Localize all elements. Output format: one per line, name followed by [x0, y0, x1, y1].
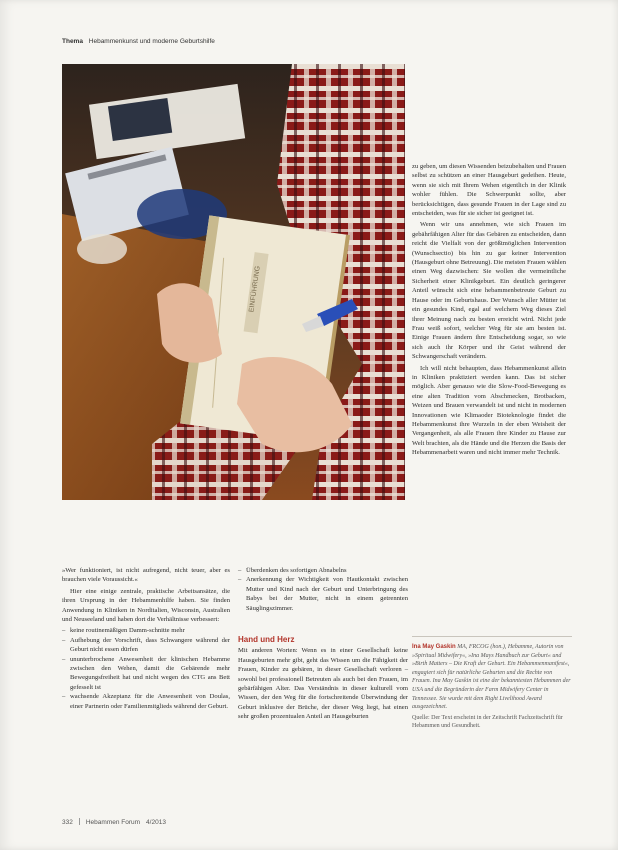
practice-list — [62, 626, 230, 711]
paragraph: Wenn wir uns annehmen, wie sich Frauen im gebährfähigen Alter für das Gebären zu entscheiden, dann reicht die Vielfalt von der größtmöglichen Intervention (Wunschsectio) bis hin zu gar keiner Intervention (Hausgeburt ohne Betreuung). Die meisten Frauen wählen einen Weg dazwischen: Sie wollen die vermeintliche Sicherheit einer Klinikgeburt. Ein deutlich geringerer Anteil wünscht sich eine hebammenbetreute Geburt zu Hause oder im Geburtshaus. Der Wunsch aller Mütter ist ein gesundes Kind, egal auf welchem Weg dieses Ziel ihrer Meinung nach zu besten erreicht wird. Nicht jede Frau weiß sofort, welcher Weg für sie am besten ist. Einige Frauen ändern ihre Entscheidung sogar, so wie sich auch ihr Körper und ihr Geist während der Schwangerschaft verändern. — [412, 221, 566, 361]
page-footer — [62, 818, 172, 826]
thema-label: Thema — [62, 38, 83, 45]
list-item: – ununterbrochene Anwesenheit der klinischen Hebamme zwischen den Wehen, damit die Gebärende mehr Bewegungsfreiheit hat und nicht wegen des CTG ans Bett gefesselt ist — [62, 655, 230, 693]
text-column-2 — [238, 566, 408, 724]
feature-photo — [62, 64, 405, 500]
list-item: – keine routinemäßigen Damm-schnitte mehr — [62, 626, 230, 635]
text-column-3 — [412, 162, 566, 460]
footer-divider — [79, 818, 80, 825]
paragraph: Ich will nicht behaupten, dass Hebammenkunst allein in Kliniken praktiziert werden kann. Das ist sicher möglich. Aber genauso wie die Slow-Food-Bewegung es eine alten Tradition vom Abschmecken, Brotbacken, Weizen und Brauen verwandelt ist und nicht in modernen Innovationen wie Klimaoder Bioteknologie findet die Hebammenkunst ihre Wurzeln in der eben Weisheit der Vergangenheit, als alle Frauen ihre Kinder zu Hause zur Welt brachten, als die Hände und die Herzen die Basis der Hebammenarbeit waren und nicht immer mehr Technik. — [412, 364, 566, 457]
author-bio-text: MA, FRCOG (hon.), Hebamme, Autorin von »Spiritual Midwifery«, »Ina Mays Handbuch zur Geburt« und »Birth Matters – Die Kraft der Geburt. Ein Hebammenmanifest«, engagiert sich für natürliche Geburten und die Rechte von Frauen. Ina May Gaskin ist eine der bekanntesten Hebammen der USA und die Begründerin der Farm Midwifery Center in Tennessee. Sie wurde mit dem Right Livelihood Award ausgezeichnet. — [412, 644, 571, 711]
practice-list-continued — [238, 566, 408, 613]
magazine-name: Hebammen Forum — [85, 819, 141, 826]
paragraph: zu geben, um diesen Wissenden beizubehalten und Frauen selbst zu schützen an einer Hausgeburt gedeihen. Heute, wenn sie sich mit Ihrem Wehen eigentlich in der Klinik wohler fühlen. Die Schwerpunkt sollte, aber berücksichtigen, dass gesunde Frauen in der Lage sind zu entscheiden, was für sie sicher ist geeignet ist. — [412, 163, 566, 218]
paragraph: Mit anderen Worten: Wenn es in einer Gesellschaft keine Hausgeburten mehr gibt, geht das Wissen um die Fähigkeit der Frauen, Kinder zu gebären, in dieser Gesellschaft verloren – sowohl bei professionell Betreuten als auch bei den Frauen, im gebärfähigen Alter. Das Verständnis in dieser kulturell vom Wissen, der den Weg für die fortschreitende Überwindung der Geburt inklusive der Brüche, der dieser Weg liegt, hat einen sehr großen prozentualen Anteil an Hausgeburten — [238, 647, 408, 721]
author-name: Ina May Gaskin — [412, 644, 456, 650]
list-item: – wachsende Akzeptanz für die Anwesenheit von Doulas, einer Partnerin oder Familienmitglieds während der Geburt. — [62, 692, 230, 711]
list-item: – Anerkennung der Wichtigkeit von Hautkontakt zwischen Mutter und Kind nach der Geburt und Unterbringung des Babys bei der Mutter, nicht in einem getrennten Säuglingszimmer. — [238, 575, 408, 613]
page-number: 332 — [62, 819, 73, 826]
book-spine-text: EINFÜHRUNG — [248, 265, 262, 313]
author-bio — [412, 643, 572, 731]
source-note: Quelle: Der Text erscheint in der Zeitschrift Fachzeitschrift für Hebammen und Gesundheit. — [412, 714, 563, 730]
issue-label: 4/2013 — [146, 819, 166, 826]
paragraph: Hier eine einige zentrale, praktische Arbeitsansätze, die ihren Ursprung in der Hebammenhilfe haben. Sie finden Anwendung in Kliniken in Norditalien, Wisconsin, Australien und Neuseeland und haben dort die Verhältnisse verbessert: — [62, 587, 230, 624]
topic-label: Hebammenkunst und moderne Geburtshilfe — [88, 38, 215, 45]
intro-paragraph: »Wer funktioniert, ist nicht aufregend, nicht teuer, aber es brauchen viele Voraussicht.« — [62, 567, 230, 584]
page-header — [62, 38, 215, 45]
text-column-1 — [62, 566, 230, 713]
list-item: – Überdenken des sofortigen Abnabelns — [238, 566, 408, 575]
list-item: – Aufhebung der Vorschrift, dass Schwangere während der Geburt nicht essen dürfen — [62, 636, 230, 655]
bio-divider — [412, 636, 572, 637]
section-subhead: Hand und Herz — [238, 635, 295, 645]
